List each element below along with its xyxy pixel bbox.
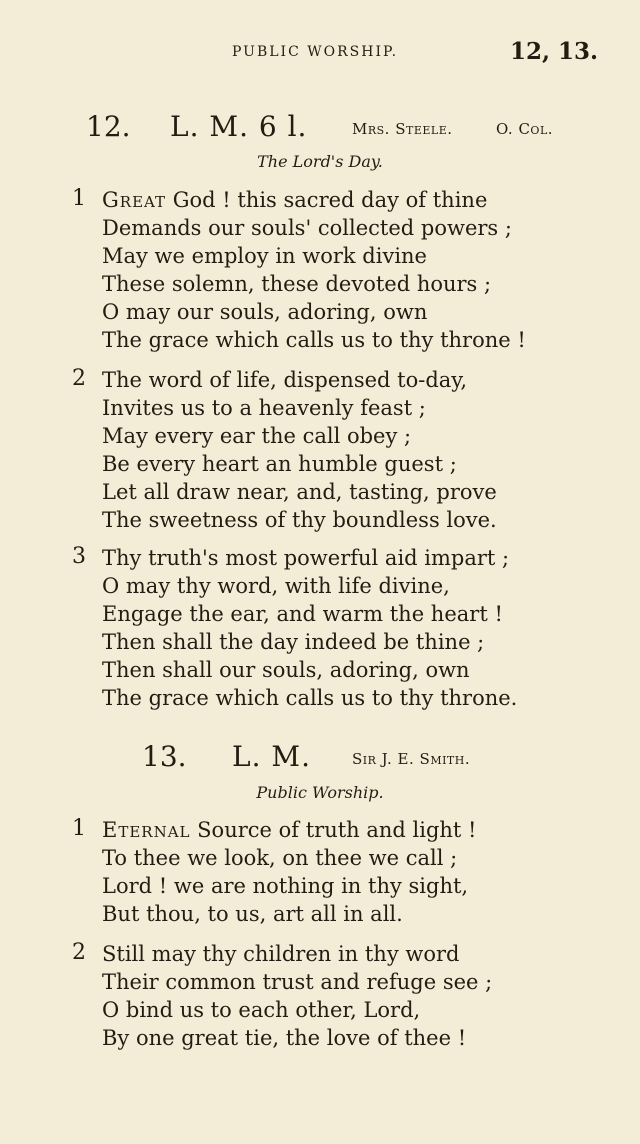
hymn-author: Sir J. E. Smith. [352,750,471,768]
verse-line: Invites us to a heavenly feast ; [102,396,426,420]
verse-line: Thy truth's most powerful aid impart ; [102,546,510,570]
verse-line: Demands our souls' collected powers ; [102,216,512,240]
hymn-tune: O. Col. [496,120,554,138]
hymn-author: Mrs. Steele. [352,120,453,138]
verse-line: Let all draw near, and, tasting, prove [102,480,497,504]
verse-line [102,816,476,844]
stanza-number: 1 [72,186,86,211]
verse-line: The grace which calls us to thy throne ! [102,328,526,352]
verse-line: Lord ! we are nothing in thy sight, [102,874,469,898]
stanza-number: 2 [72,940,86,965]
verse-line: Then shall the day indeed be thine ; [102,630,485,654]
hymn-subtitle: The Lord's Day. [257,152,383,171]
verse-line: By one great tie, the love of thee ! [102,1026,467,1050]
verse-line [102,186,487,214]
verse-line: Be every heart an humble guest ; [102,452,457,476]
hymn-number: 12. [86,110,131,143]
hymn-meter: L. M. [232,740,311,773]
running-title: PUBLIC WORSHIP. [232,44,399,60]
running-head [0,38,640,68]
hymn-meter: L. M. 6 l. [170,110,308,143]
verse-line: The word of life, dispensed to-day, [102,368,468,392]
verse-first-word: Eternal [102,818,191,842]
verse-line: O may thy word, with life divine, [102,574,450,598]
verse-line: These solemn, these devoted hours ; [102,272,492,296]
verse-line: Still may thy children in thy word [102,942,460,966]
hymn-12-header [0,110,640,150]
hymn-number: 13. [142,740,187,773]
verse-first-line-rest: Source of truth and light ! [190,818,477,842]
verse-line: Their common trust and refuge see ; [102,970,493,994]
verse-first-line-rest: God ! this sacred day of thine [166,188,488,212]
page-number: 12, 13. [509,38,598,65]
stanza-number: 2 [72,366,86,391]
stanza-number: 1 [72,816,86,841]
verse-line: The sweetness of thy boundless love. [102,508,497,532]
verse-line: Then shall our souls, adoring, own [102,658,470,682]
verse-line: May every ear the call obey ; [102,424,412,448]
verse-line: To thee we look, on thee we call ; [102,846,458,870]
hymn-13-header [0,740,640,780]
verse-line: O may our souls, adoring, own [102,300,428,324]
verse-line: O bind us to each other, Lord, [102,998,421,1022]
verse-line: May we employ in work divine [102,244,427,268]
verse-line: The grace which calls us to thy throne. [102,686,518,710]
verse-first-word: Great [102,188,167,212]
verse-line: Engage the ear, and warm the heart ! [102,602,503,626]
verse-line: But thou, to us, art all in all. [102,902,403,926]
stanza-number: 3 [72,544,86,569]
hymn-subtitle: Public Worship. [256,783,384,802]
